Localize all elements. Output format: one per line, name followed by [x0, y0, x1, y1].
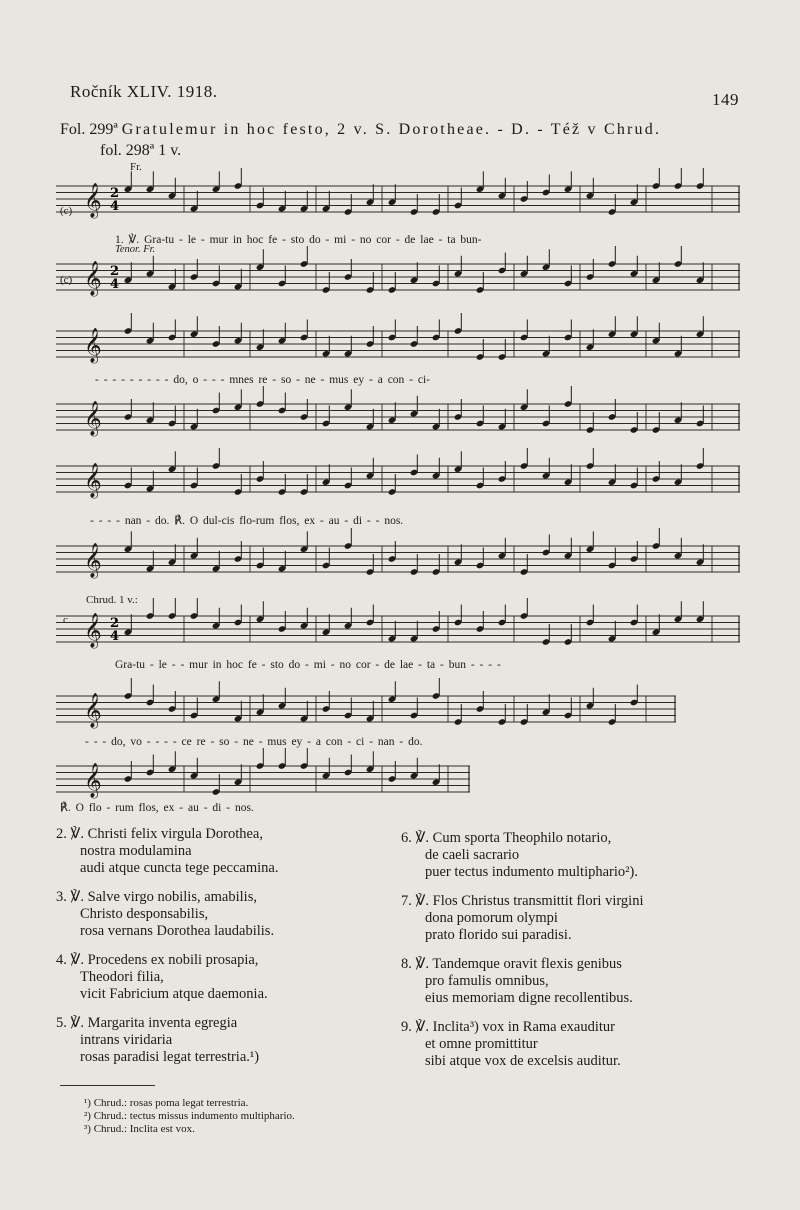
verse-line: audi atque cuncta tege peccamina.: [80, 860, 279, 876]
chrud-clef-mark: c: [63, 614, 68, 626]
verse-block: [401, 956, 643, 1007]
staff-chrud-2: [56, 690, 676, 730]
verse-text: Procedens ex nobili prosapia,: [87, 952, 259, 968]
lyrics-system2: [95, 374, 715, 386]
verse-number: 6. ℣.: [401, 830, 433, 846]
verse-line: sibi atque vox de excelsis auditur.: [425, 1053, 621, 1069]
verse-line: intrans viridaria: [80, 1032, 173, 1048]
lyric-line: - - - - - - - - - do, o - - - mnes re - so - ne - mus ey - a con - ci-: [95, 374, 431, 386]
verse-first-line: [401, 1019, 643, 1036]
lyric-line: - - - do, vo - - - - ce re - so - ne - mus ey - a con - ci - nan - do.: [85, 736, 423, 748]
verse-line: nostra modulamina: [80, 843, 192, 859]
verse-block: [56, 952, 278, 1003]
treble-clef-icon: 𝄞: [84, 261, 102, 296]
verse-first-line: [56, 826, 278, 843]
time-signature: 2: [110, 616, 120, 631]
treble-clef-icon: 𝄞: [84, 613, 102, 648]
treble-clef-icon: 𝄞: [84, 543, 102, 578]
staff-chrud-3: [56, 760, 470, 800]
verse-text: Christi felix virgula Dorothea,: [87, 826, 263, 842]
lyrics-chrud-1: [115, 659, 725, 671]
time-signature: 4: [110, 277, 120, 292]
verse-line: et omne promittitur: [425, 1036, 538, 1052]
lyric-line: 1. ℣. Gra-tu - le - mur in hoc fe - sto do - mi - no cor - de lae - ta bun-: [115, 234, 482, 246]
treble-clef-icon: 𝄞: [84, 401, 102, 436]
source-title: Gratulemur in hoc festo, 2 v. S. Dorotheae. - D. - Též v Chrud.: [121, 121, 662, 138]
running-header: Ročník XLIV. 1918.: [70, 82, 218, 101]
staff-system3-voice1: [56, 460, 740, 500]
treble-clef-icon: 𝄞: [84, 328, 102, 363]
footnote-2: ²) Chrud.: tectus missus indumento multiphario.: [84, 1110, 295, 1122]
staff-system1-voice1: [56, 180, 740, 220]
verse-number: 9. ℣.: [401, 1019, 433, 1035]
staff-system2-voice2: [56, 398, 740, 438]
verse-text: Inclita³) vox in Rama exauditur: [432, 1019, 615, 1035]
verse-first-line: [401, 956, 643, 973]
treble-clef-icon: 𝄞: [84, 763, 102, 798]
verse-line: Theodori filia,: [80, 969, 164, 985]
footnotes: [84, 1097, 295, 1136]
verse-line: Christo desponsabilis,: [80, 906, 209, 922]
source-line-2: fol. 298ª 1 v.: [100, 142, 182, 159]
verse-number: 5. ℣.: [56, 1015, 88, 1031]
clef-mark-2: (c): [60, 274, 73, 286]
lyrics-system1: [115, 232, 715, 246]
verses-right: [401, 830, 643, 1082]
verse-line: puer tectus indumento multiphario²).: [425, 864, 638, 880]
verse-number: 2. ℣.: [56, 826, 88, 842]
lyric-line: Gra-tu - le - - mur in hoc fe - sto do - mi - no cor - de lae - ta - bun - - - -: [115, 659, 501, 671]
staff-system1-voice2: [56, 258, 740, 298]
verse-text: Margarita inventa egregia: [87, 1015, 238, 1031]
verse-block: [56, 1015, 278, 1066]
verse-line: rosa vernans Dorothea laudabilis.: [80, 923, 275, 939]
time-signature: 4: [110, 199, 120, 214]
lyrics-chrud-2: [85, 736, 685, 748]
voice1-label: Fr.: [130, 161, 142, 173]
verse-first-line: [401, 830, 643, 847]
verse-line: prato florido sui paradisi.: [425, 927, 572, 943]
verse-first-line: [56, 1015, 278, 1032]
verse-block: [401, 893, 643, 944]
verse-block: [401, 1019, 643, 1070]
verse-line: de caeli sacrario: [425, 847, 520, 863]
verse-number: 8. ℣.: [401, 956, 433, 972]
verse-line: dona pomorum olympi: [425, 910, 558, 926]
lyric-line: ℟. O flo - rum flos, ex - au - di - nos.: [60, 802, 254, 814]
voice2-label: Tenor. Fr.: [115, 244, 156, 255]
staff-system2-voice1: [56, 325, 740, 365]
verse-first-line: [401, 893, 643, 910]
page-number: 149: [712, 90, 739, 109]
verse-line: vicit Fabricium atque daemonia.: [80, 986, 268, 1002]
source-line-1: [60, 121, 661, 139]
clef-mark-1: (c): [60, 205, 73, 217]
verse-line: eius memoriam digne recollentibus.: [425, 990, 633, 1006]
footnote-rule: [60, 1085, 155, 1086]
lyrics-chrud-3: [60, 800, 480, 814]
chrud-label: Chrud. 1 v.:: [86, 594, 138, 606]
verse-number: 7. ℣.: [401, 893, 433, 909]
source-folio: Fol. 299ª: [60, 121, 118, 138]
footnote-1: ¹) Chrud.: rosas poma legat terrestria.: [84, 1097, 249, 1109]
footnote-3: ³) Chrud.: Inclita est vox.: [84, 1123, 195, 1135]
verse-first-line: [56, 889, 278, 906]
lyrics-system3: [90, 513, 720, 527]
time-signature: 2: [110, 264, 120, 279]
verses-left: [56, 826, 278, 1078]
verse-first-line: [56, 952, 278, 969]
verse-number: 4. ℣.: [56, 952, 88, 968]
time-signature: 4: [110, 629, 120, 644]
staff-system3-voice2: [56, 540, 740, 580]
verse-text: Tandemque oravit flexis genibus: [432, 956, 622, 972]
treble-clef-icon: 𝄞: [84, 693, 102, 728]
verse-block: [56, 826, 278, 877]
lyric-line: - - - - nan - do. ℟. O dul-cis flo-rum flos, ex - au - di - - nos.: [90, 515, 404, 527]
verse-line: pro famulis omnibus,: [425, 973, 549, 989]
verse-number: 3. ℣.: [56, 889, 88, 905]
verse-block: [56, 889, 278, 940]
verse-text: Flos Christus transmittit flori virgini: [432, 893, 644, 909]
staff-chrud-1: [56, 610, 740, 650]
treble-clef-icon: 𝄞: [84, 183, 102, 218]
verse-line: rosas paradisi legat terrestria.¹): [80, 1049, 260, 1065]
verse-text: Cum sporta Theophilo notario,: [432, 830, 612, 846]
verse-block: [401, 830, 643, 881]
time-signature: 2: [110, 186, 120, 201]
verse-text: Salve virgo nobilis, amabilis,: [87, 889, 257, 905]
treble-clef-icon: 𝄞: [84, 463, 102, 498]
